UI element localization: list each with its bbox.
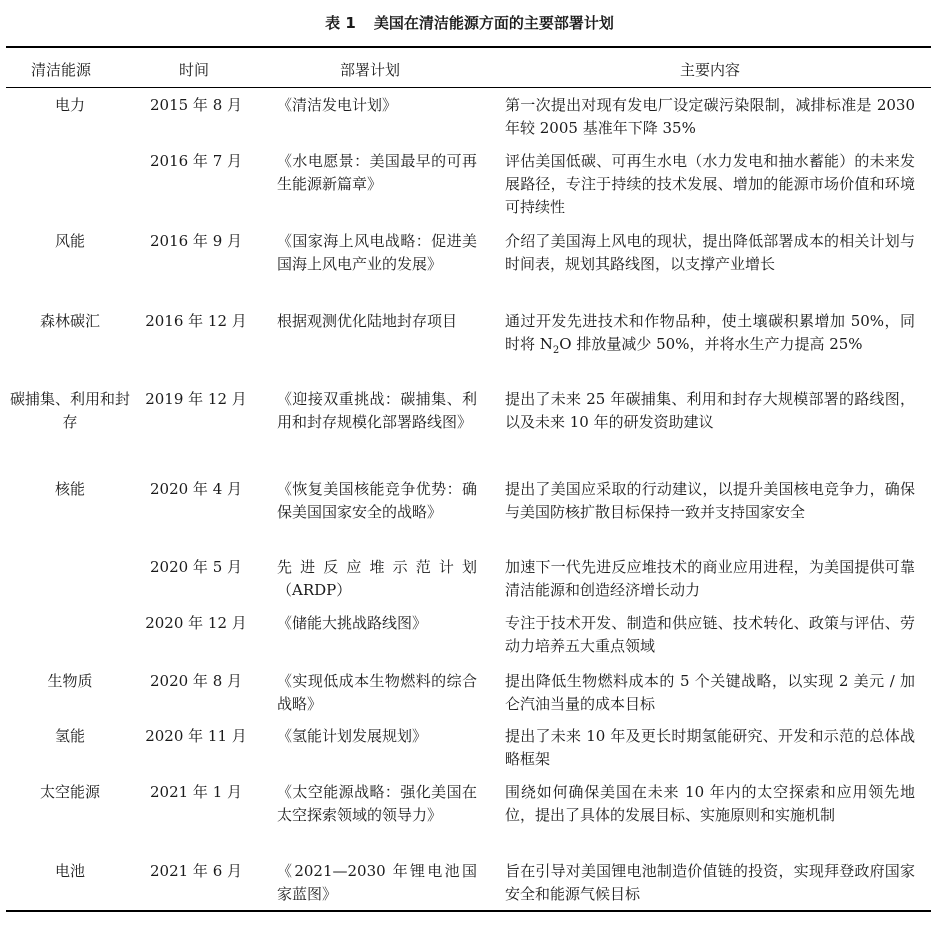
row-10-content: 提出了未来 10 年及更长时期氢能研究、开发和示范的总体战略框架 — [505, 727, 915, 768]
row-5-energy: 碳捕集、利用和封存 — [9, 390, 130, 431]
row-1-time: 2015 年 8 月 — [149, 96, 243, 114]
row-4-energy: 森林碳汇 — [39, 312, 100, 330]
row-9-content: 提出降低生物燃料成本的 5 个关键战略，以实现 2 美元 / 加仑汽油当量的成本目标 — [505, 672, 915, 713]
row-11-energy: 太空能源 — [39, 783, 100, 801]
row-3-energy: 风能 — [54, 232, 85, 250]
row-3-time: 2016 年 9 月 — [149, 232, 243, 250]
row-10-plan: 《氢能计划发展规划》 — [277, 727, 428, 745]
row-4-plan: 根据观测优化陆地封存项目 — [277, 312, 458, 330]
column-header-plan: 部署计划 — [340, 61, 401, 79]
top-rule — [6, 46, 931, 48]
row-6-time: 2020 年 4 月 — [149, 480, 243, 498]
row-5-time: 2019 年 12 月 — [145, 390, 247, 408]
row-10-time: 2020 年 11 月 — [145, 727, 247, 745]
row-12-content: 旨在引导对美国锂电池制造价值链的投资，实现拜登政府国家安全和能源气候目标 — [505, 862, 915, 903]
column-header-content: 主要内容 — [680, 61, 741, 79]
row-1-content: 第一次提出对现有发电厂设定碳污染限制，减排标准是 2030 年较 2005 基准年下降 35% — [505, 96, 915, 137]
column-header-energy: 清洁能源 — [31, 61, 92, 79]
row-7-plan: 先进反应堆示范计划（ARDP） — [277, 558, 477, 599]
table-title: 美国在清洁能源方面的主要部署计划 — [373, 14, 614, 32]
row-12-time: 2021 年 6 月 — [149, 862, 243, 880]
row-2-time: 2016 年 7 月 — [149, 152, 243, 170]
row-4-content — [505, 310, 915, 356]
row-7-time: 2020 年 5 月 — [149, 558, 243, 576]
row-6-energy: 核能 — [54, 480, 85, 498]
row-1-plan: 《清洁发电计划》 — [277, 96, 398, 114]
row-7-content: 加速下一代先进反应堆技术的商业应用进程，为美国提供可靠清洁能源和创造经济增长动力 — [505, 558, 915, 599]
row-2-content: 评估美国低碳、可再生水电（水力发电和抽水蓄能）的未来发展路径，专注于持续的技术发展、增加的能源市场价值和环境可持续性 — [505, 152, 915, 216]
row-9-plan: 《实现低成本生物燃料的综合战略》 — [277, 672, 477, 713]
bottom-rule — [6, 910, 931, 912]
header-rule — [6, 87, 931, 88]
row-9-energy: 生物质 — [47, 672, 93, 690]
row-10-energy: 氢能 — [54, 727, 85, 745]
row-1-energy: 电力 — [54, 96, 85, 114]
row-8-content: 专注于技术开发、制造和供应链、技术转化、政策与评估、劳动力培养五大重点领域 — [505, 614, 915, 655]
row-6-content: 提出了美国应采取的行动建议，以提升美国核电竞争力，确保与美国防核扩散目标保持一致并支持国家安全 — [505, 480, 915, 521]
row-11-content: 围绕如何确保美国在未来 10 年内的太空探索和应用领先地位，提出了具体的发展目标、实施原则和实施机制 — [505, 783, 915, 824]
row-2-plan: 《水电愿景：美国最早的可再生能源新篇章》 — [277, 152, 477, 193]
row-9-time: 2020 年 8 月 — [149, 672, 243, 690]
row-4-content-a: 通过开发先进技术和作物品种，使土壤碳积累增加 50%，同时将 N — [505, 312, 915, 353]
column-header-time: 时间 — [179, 61, 210, 79]
table-number: 表 1 — [325, 14, 356, 32]
row-8-time: 2020 年 12 月 — [145, 614, 247, 632]
row-4-content-b: O 排放量减少 50%，并将水生产力提高 25% — [559, 335, 863, 353]
row-3-plan: 《国家海上风电战略：促进美国海上风电产业的发展》 — [277, 232, 477, 273]
row-12-energy: 电池 — [54, 862, 85, 880]
n2o-subscript: 2 — [552, 345, 560, 356]
row-5-plan: 《迎接双重挑战：碳捕集、利用和封存规模化部署路线图》 — [277, 390, 477, 431]
row-11-time: 2021 年 1 月 — [149, 783, 243, 801]
row-8-plan: 《储能大挑战路线图》 — [277, 614, 428, 632]
row-4-time: 2016 年 12 月 — [145, 312, 247, 330]
table-caption — [0, 12, 939, 33]
row-11-plan: 《太空能源战略：强化美国在太空探索领域的领导力》 — [277, 783, 477, 824]
row-6-plan: 《恢复美国核能竞争优势：确保美国国家安全的战略》 — [277, 480, 477, 521]
row-12-plan: 《2021—2030 年锂电池国家蓝图》 — [277, 862, 477, 903]
row-3-content: 介绍了美国海上风电的现状，提出降低部署成本的相关计划与时间表，规划其路线图，以支撑产业增长 — [505, 232, 915, 273]
row-5-content: 提出了未来 25 年碳捕集、利用和封存大规模部署的路线图，以及未来 10 年的研发资助建议 — [505, 390, 915, 431]
